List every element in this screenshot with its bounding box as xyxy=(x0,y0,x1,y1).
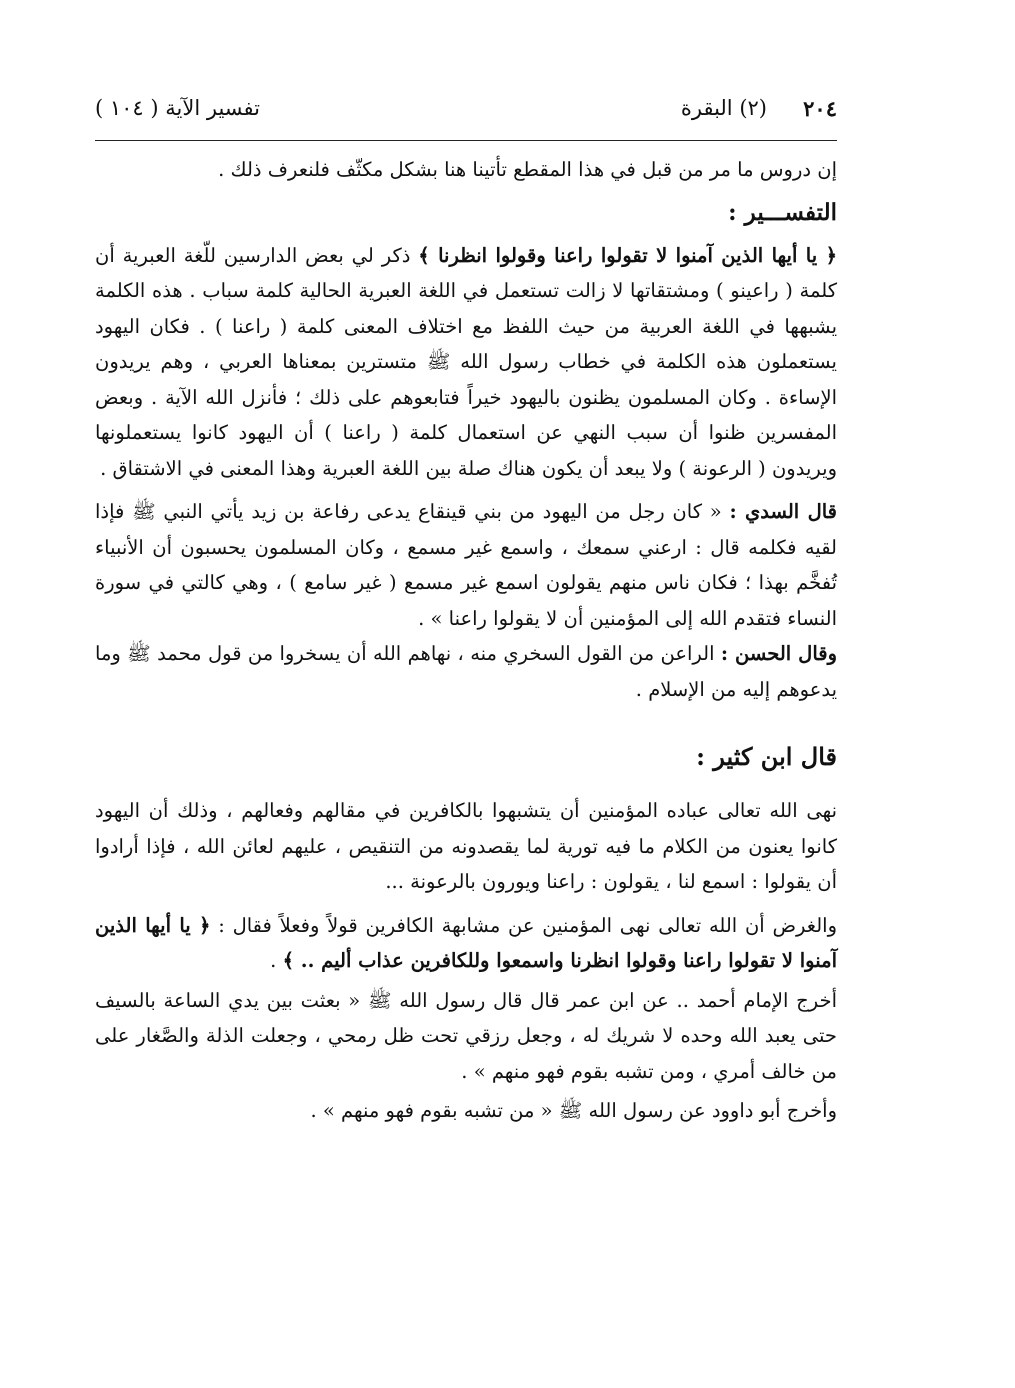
ibn-kathir-p3: أخرج الإمام أحمد .. عن ابن عمر قال قال رسول الله ﷺ « بعثت بين يدي الساعة بالسيف حتى يعبد الله وحده لا شريك له ، وجعل رزقي تحت ظل رمحي ، وجعلت الذلة والصَّغار على من خالف أمري ، ومن تشبه بقوم فهو منهم » . xyxy=(95,988,837,1083)
tafsir-heading: التفســـير : xyxy=(728,198,837,226)
page-number: ٢٠٤ xyxy=(803,96,837,121)
tafsir-verse-ref: تفسير الآية ( ١٠٤ ) xyxy=(95,96,260,120)
p2-verse: ﴿ يا أيها الذين آمنوا لا تقولوا راعنا وقولوا انظرنا واسمعوا وللكافرين عذاب أليم .. ﴾ xyxy=(95,913,837,972)
suddi-text: « كان رجل من اليهود من بني قينقاع يدعى رفاعة بن زيد يأتي النبي ﷺ فإذا لقيه فكلمه قال : ارعني سمعك ، واسمع غير مسمع ، وكان المسلمون يحسبون أن الأنبياء تُفخَّم بهذا ؛ فكان ناس منهم يقولون اسمع غير مسمع ( غير سامع ) ، وهي كالتي في سورة النساء فتقدم الله إلى المؤمنين أن لا يقولوا راعنا » . xyxy=(95,500,837,630)
p2-end: . xyxy=(270,949,277,972)
ibn-kathir-p4: وأخرج أبو داوود عن رسول الله ﷺ « من تشبه بقوم فهو منهم » . xyxy=(310,1099,837,1122)
page-body xyxy=(95,152,837,1129)
hasan-paragraph xyxy=(95,636,837,707)
hasan-text: الراعن من القول السخري منه ، نهاهم الله أن يسخروا من قول محمد ﷺ وما يدعوهم إليه من الإسلام . xyxy=(95,642,837,701)
quran-verse: ﴿ يا أيها الذين آمنوا لا تقولوا راعنا وقولوا انظرنا ﴾ xyxy=(418,243,838,267)
suddi-label: قال السدي : xyxy=(729,500,838,523)
p2-text: والغرض أن الله تعالى نهى المؤمنين عن مشابهة الكافرين قولاً وفعلاً فقال : xyxy=(218,913,837,937)
running-header xyxy=(95,96,837,132)
intro-paragraph: إن دروس ما مر من قبل في هذا المقطع تأتينا هنا بشكل مكثّف فلنعرف ذلك . xyxy=(218,158,837,181)
tafsir-paragraph xyxy=(95,238,837,487)
hasan-label: وقال الحسن : xyxy=(720,642,838,665)
header-rule xyxy=(95,140,837,141)
ibn-kathir-p2 xyxy=(95,908,837,979)
tafsir-text: ذكر لي بعض الدارسين للّغة العبرية أن كلمة ( راعينو ) ومشتقاتها لا زالت تستعمل في اللغة العبرية الحالية كلمة سباب . هذه الكلمة يشبهها في اللغة العربية من حيث اللفظ مع اختلاف المعنى كلمة ( راعنا ) . فكان اليهود يستعملون هذه الكلمة في خطاب رسول الله ﷺ متسترين بمعناها العربي ، وهم يريدون الإساءة . وكان المسلمون يظنون باليهود خيراً فتابعوهم على ذلك ؛ فأنزل الله الآية . وبعض المفسرين ظنوا أن سبب النهي عن استعمال كلمة ( راعنا ) أن اليهود كانوا يستعملونها ويريدون ( الرعونة ) ولا يبعد أن يكون هناك صلة بين اللغة العبرية وهذا المعنى في الاشتقاق . xyxy=(95,243,837,480)
suddi-paragraph xyxy=(95,494,837,636)
ibn-kathir-heading: قال ابن كثير : xyxy=(696,742,837,771)
sura-name: (٢) البقرة xyxy=(680,96,767,120)
ibn-kathir-p1: نهى الله تعالى عباده المؤمنين أن يتشبهوا بالكافرين في مقالهم وفعالهم ، وذلك أن اليهود كانوا يعنون من الكلام ما فيه تورية لما يقصدونه من التنقيص ، عليهم لعائن الله ، فإذا أرادوا أن يقولوا : اسمع لنا ، يقولون : راعنا ويورون بالرعونة ... xyxy=(95,799,837,893)
